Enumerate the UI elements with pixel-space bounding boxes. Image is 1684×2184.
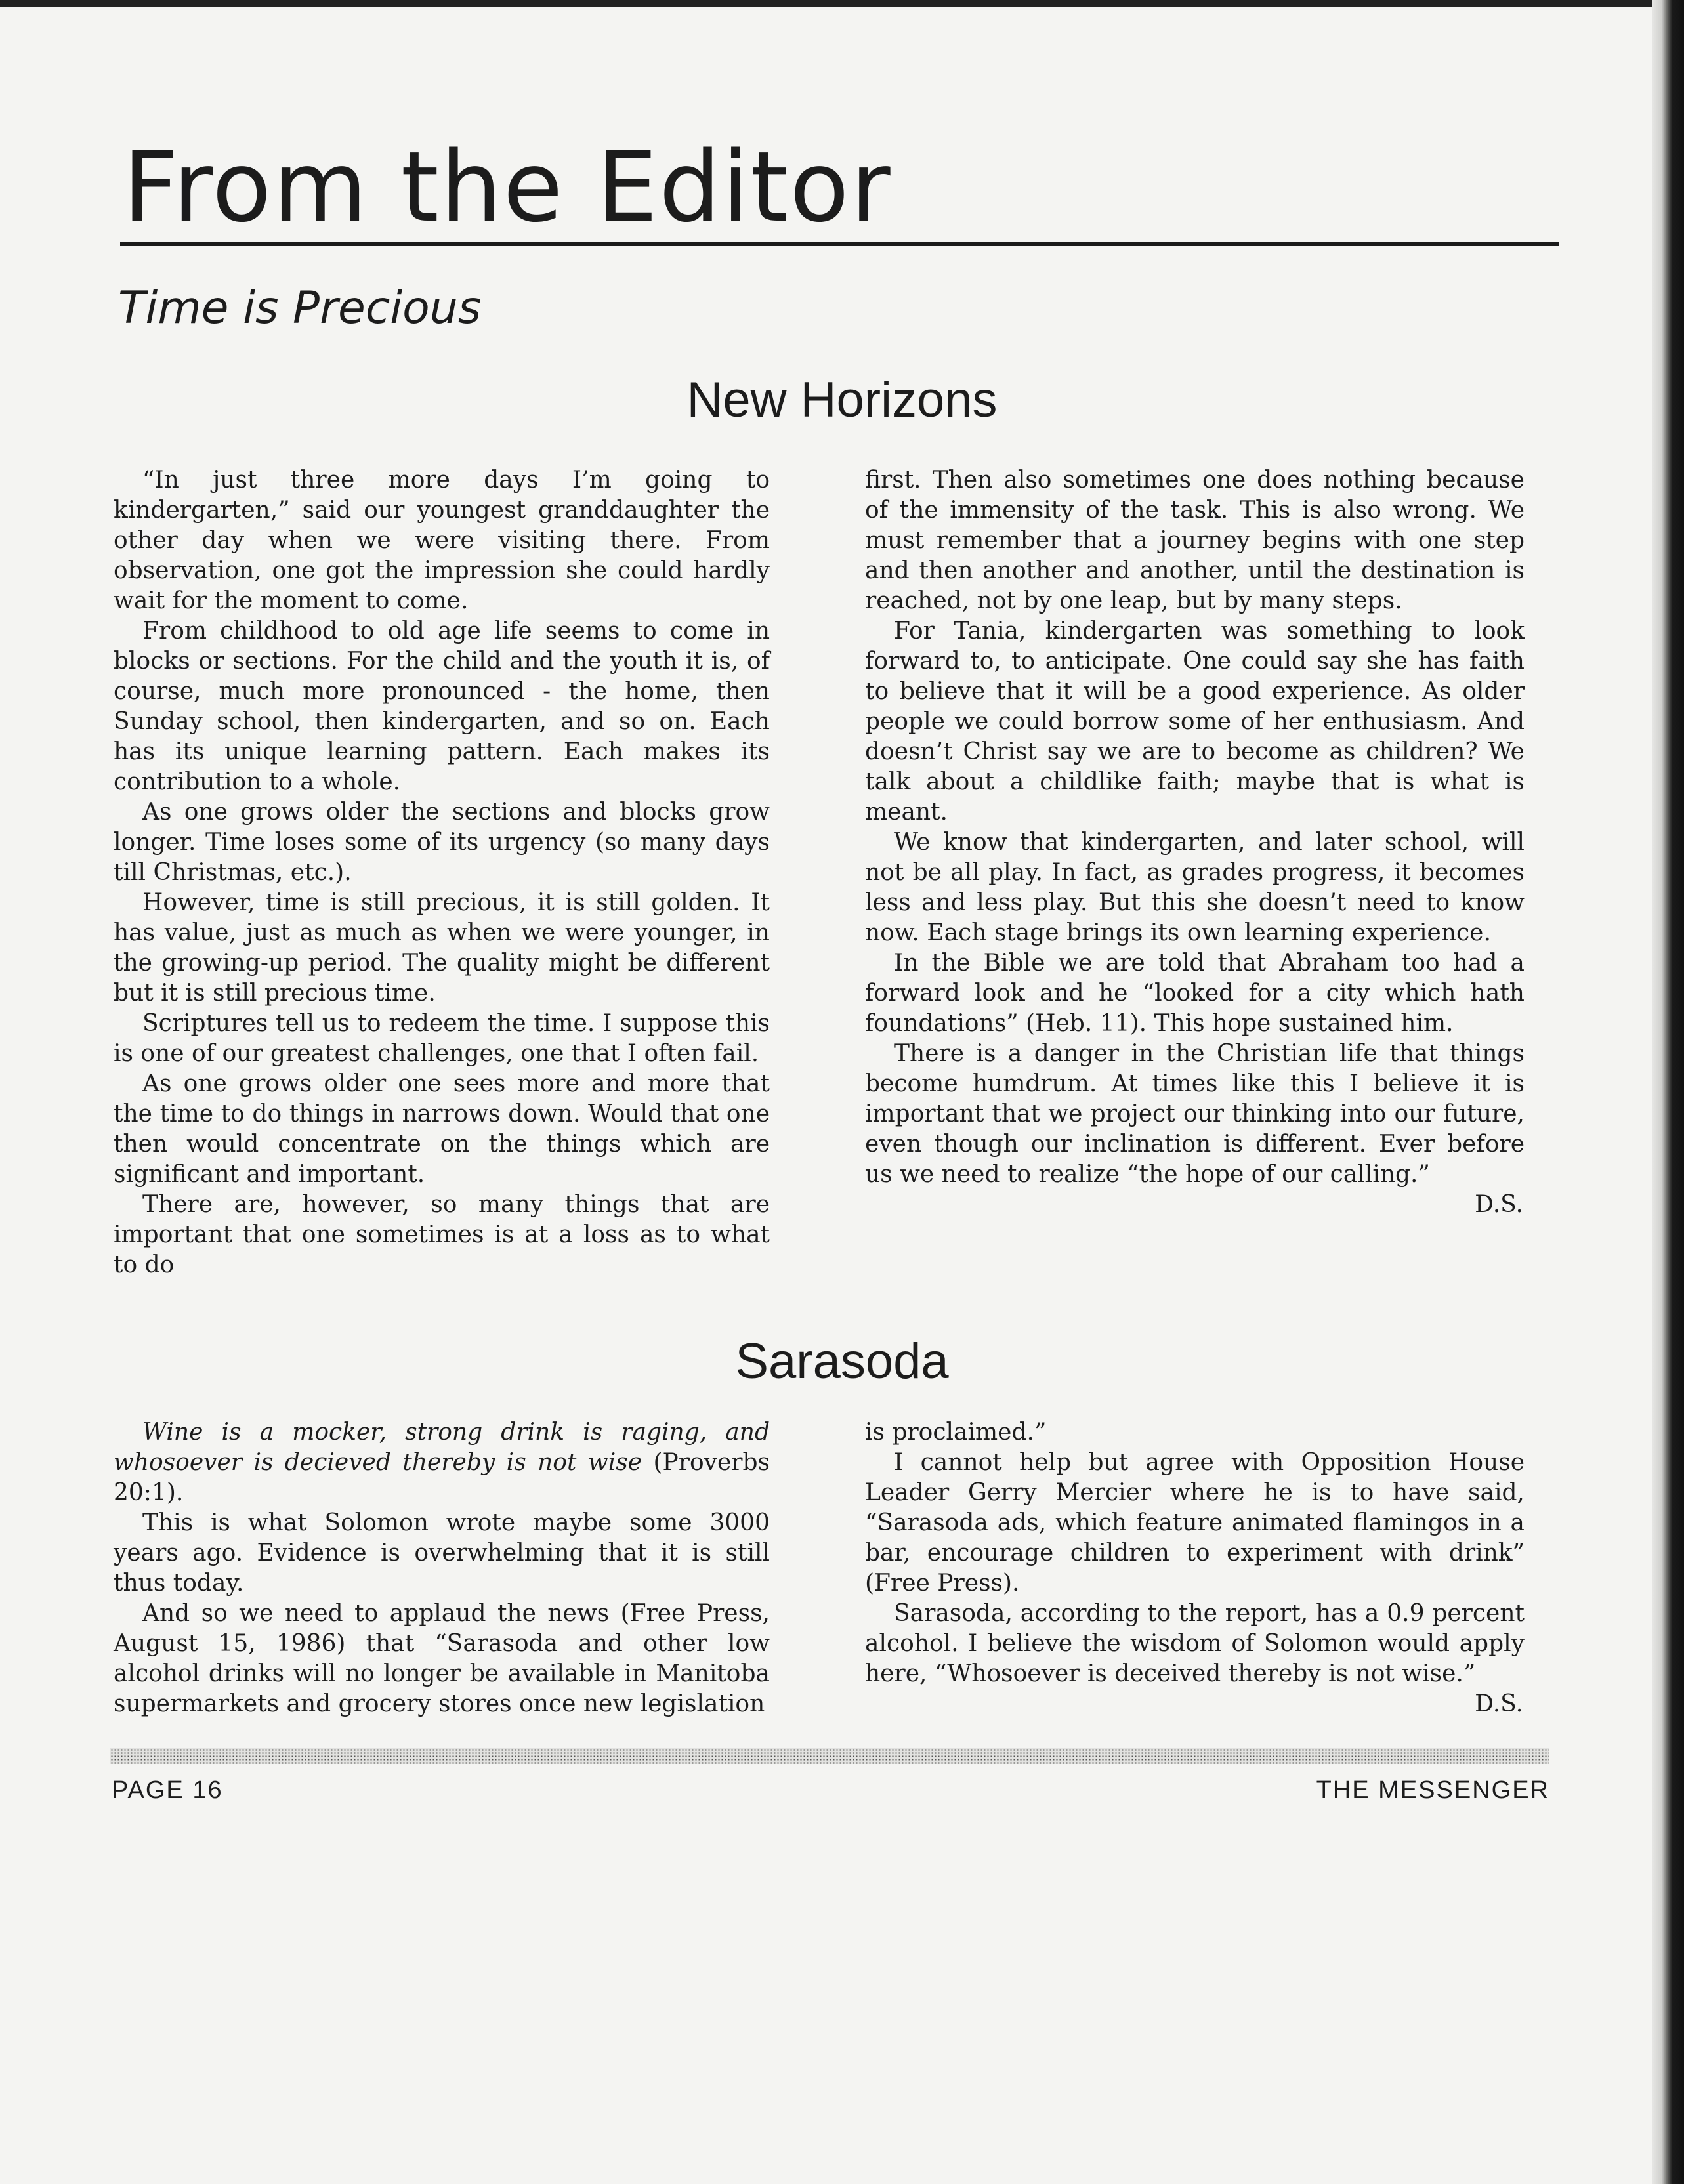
scan-top-edge: [0, 0, 1684, 7]
article1-column-left: [114, 465, 770, 1280]
paragraph-continued: first. Then also sometimes one does nothing because of the immensity of the task. This is also wrong. We must remember that a journey begins with one step and then another and another, until the destination is reached, not by one leap, but by many steps.: [865, 467, 1525, 614]
paragraph: As one grows older one sees more and more that the time to do things in narrows down. Would that one then would concentrate on the things which are significant and important.: [114, 1070, 770, 1188]
paragraph: This is what Solomon wrote maybe some 3000 years ago. Evidence is overwhelming that it is still thus today.: [114, 1509, 770, 1597]
article1-column-right: [865, 465, 1525, 1220]
paragraph: I cannot help but agree with Opposition House Leader Gerry Mercier where he is to have said, “Sarasoda ads, which feature animated flamingos in a bar, encourage children to experiment with drink” (Free Press).: [865, 1449, 1525, 1597]
paragraph: And so we need to applaud the news (Free Press, August 15, 1986) that “Sarasoda and other low alcohol drinks will no longer be available in Manitoba supermarkets and grocery stores once new legislation: [114, 1600, 770, 1717]
page-title: From the Editor: [123, 131, 892, 243]
paragraph: In the Bible we are told that Abraham too had a forward look and he “looked for a city which hath foundations” (Heb. 11). This hope sustained him.: [865, 950, 1525, 1037]
paragraph: There is a danger in the Christian life that things become humdrum. At times like this I believe it is important that we project our thinking into our future, even though our inclination is different. Ever before us we need to realize “the hope of our calling.”: [865, 1040, 1525, 1188]
quote-reference: (Proverbs 20:1).: [114, 1449, 770, 1506]
paragraph-continued: is proclaimed.”: [865, 1419, 1047, 1446]
article-heading-sarasoda: Sarasoda: [735, 1334, 949, 1389]
scan-right-edge: [1652, 0, 1684, 2184]
page-number: PAGE 16: [112, 1776, 223, 1804]
article-heading-new-horizons: New Horizons: [686, 372, 998, 428]
scripture-quote: [114, 1418, 770, 1508]
paragraph: From childhood to old age life seems to come in blocks or sections. For the child and the youth it is, of course, much more pronounced - the home, then Sunday school, then kindergarten, and so on. Each has its unique learning pattern. Each makes its contribution to a whole.: [114, 618, 770, 795]
author-initials: D.S.: [1475, 1690, 1523, 1717]
masthead: [120, 131, 1559, 246]
paragraph: Sarasoda, according to the report, has a 0.9 percent alcohol. I believe the wisdom of Solomon would apply here, “Whosoever is deceived thereby is not wise.”: [865, 1600, 1525, 1687]
paragraph: Scriptures tell us to redeem the time. I suppose this is one of our greatest challenges, one that I often fail.: [114, 1010, 770, 1067]
author-initials: D.S.: [1475, 1191, 1523, 1218]
paragraph: For Tania, kindergarten was something to look forward to, to anticipate. One could say she has faith to believe that it will be a good experience. As older people we could borrow some of her enthusiasm. And doesn’t Christ say we are to become as children? We talk about a childlike faith; maybe that is what is meant.: [865, 618, 1525, 826]
article2-column-right: [865, 1418, 1525, 1719]
paragraph: “In just three more days I’m going to kindergarten,” said our youngest granddaughter the other day when we were visiting there. From observation, one got the impression she could hardly wait for the moment to come.: [114, 467, 770, 614]
quote-text: Wine is a mocker, strong drink is raging, and whosoever is decieved thereby is not wise: [114, 1419, 770, 1476]
publication-name: THE MESSENGER: [1316, 1776, 1549, 1804]
paragraph: As one grows older the sections and blocks grow longer. Time loses some of its urgency (so many days till Christmas, etc.).: [114, 799, 770, 886]
paragraph: There are, however, so many things that are important that one sometimes is at a loss as to what to do: [114, 1191, 770, 1278]
footer-divider: [110, 1748, 1549, 1764]
paragraph: However, time is still precious, it is still golden. It has value, just as much as when we were younger, in the growing-up period. The quality might be different but it is still precious time.: [114, 889, 770, 1007]
paragraph: We know that kindergarten, and later school, will not be all play. In fact, as grades progress, it becomes less and less play. But this she doesn’t need to know now. Each stage brings its own learning experience.: [865, 829, 1525, 946]
page-subtitle: Time is Precious: [118, 282, 482, 334]
article2-column-left: [114, 1418, 770, 1719]
